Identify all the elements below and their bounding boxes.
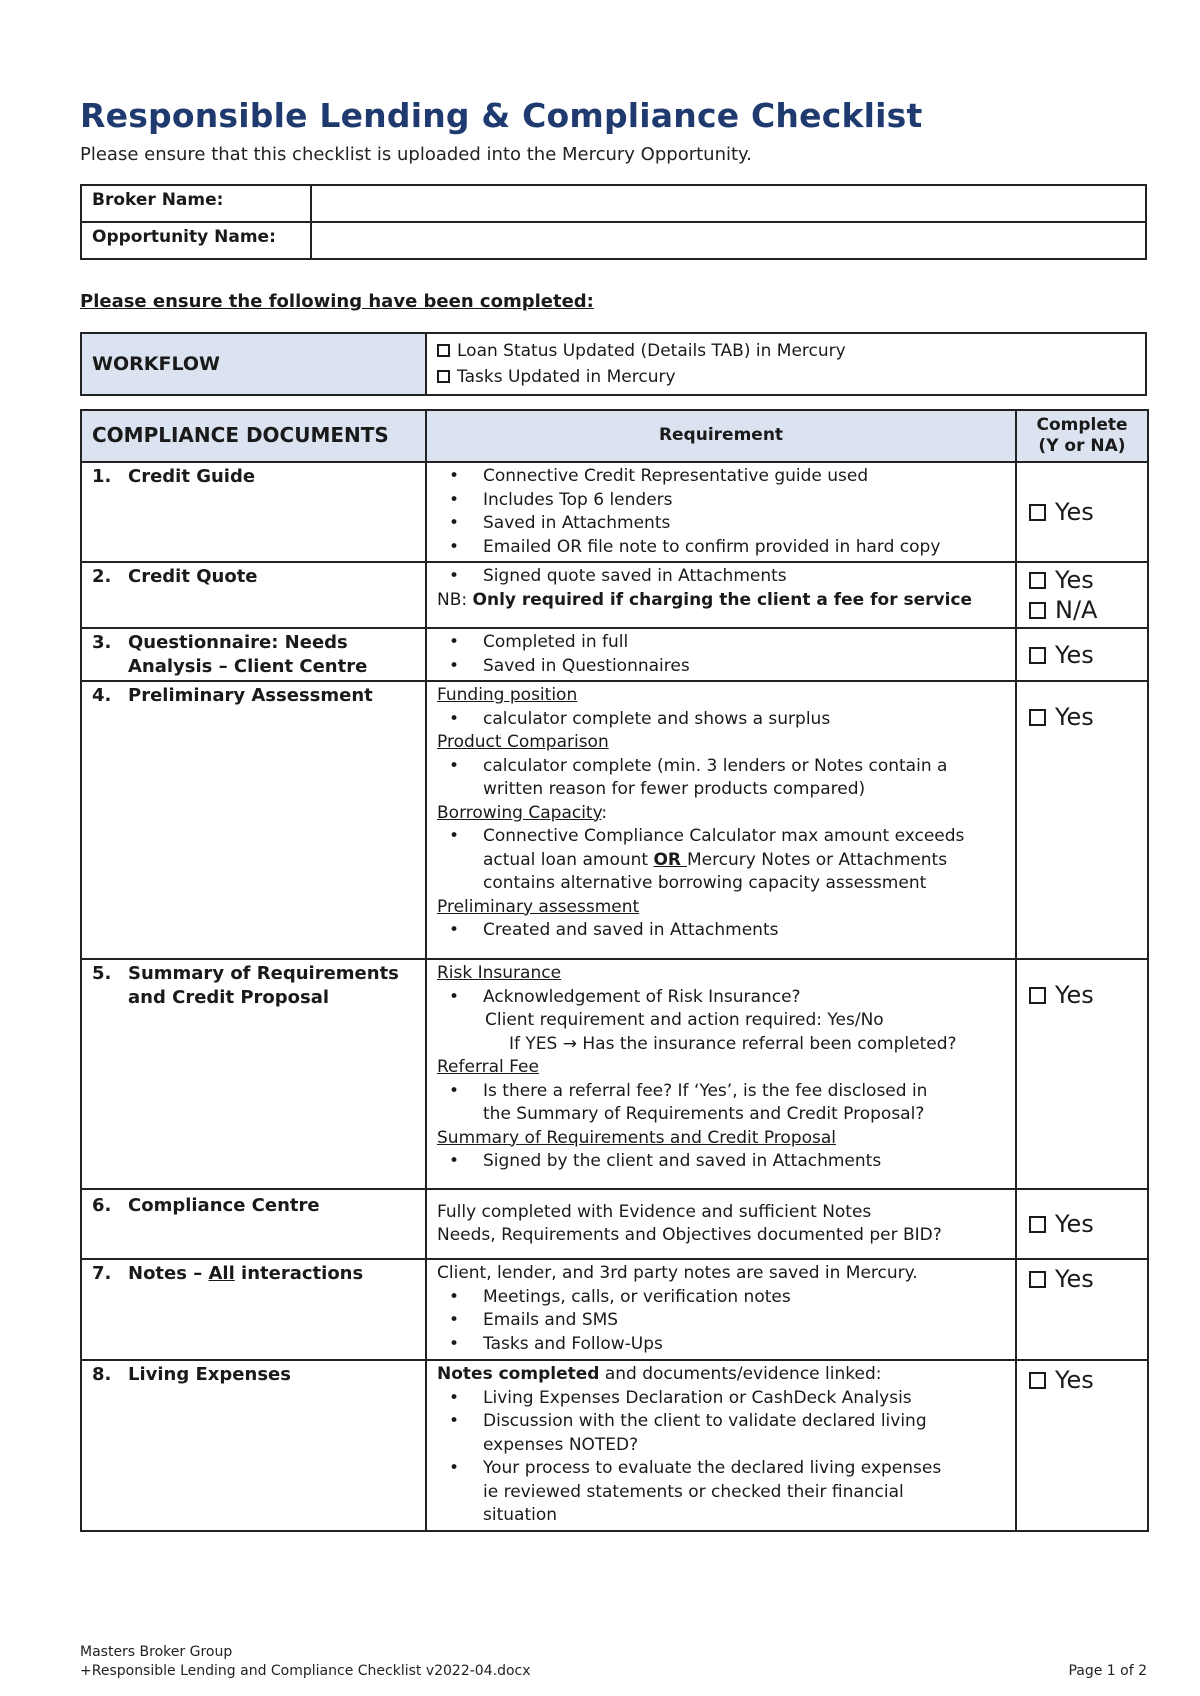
subheading: Referral Fee bbox=[437, 1057, 539, 1077]
list-item: • Saved in Questionnaires bbox=[437, 655, 1005, 679]
yes-checkbox[interactable]: Yes bbox=[1029, 700, 1135, 734]
footer-filename: +Responsible Lending and Compliance Checklist v2022-04.docx bbox=[80, 1663, 531, 1679]
requirement-cell bbox=[426, 681, 1016, 959]
list-item: • Tasks and Follow-Ups bbox=[437, 1333, 1005, 1357]
list-item: • Discussion with the client to validate declared living expenses NOTED? bbox=[437, 1410, 1005, 1457]
table-row bbox=[81, 1189, 1148, 1259]
yes-checkbox[interactable]: Yes bbox=[1029, 565, 1135, 595]
doc-title: 7. Notes – All interactions bbox=[92, 1263, 364, 1284]
opportunity-name-label: Opportunity Name: bbox=[81, 222, 311, 259]
workflow-option[interactable]: Loan Status Updated (Details TAB) in Mercury bbox=[437, 338, 1135, 364]
table-row bbox=[81, 1360, 1148, 1531]
requirement-cell: Notes completed and documents/evidence linked: • Living Expenses Declaration or CashDeck Analysis • Discussion with the client to validate declared living expenses NOTED? • Your process to evaluate the declared living expenses ie reviewed statements or checked their financial situation bbox=[426, 1360, 1016, 1531]
list-item: • Includes Top 6 lenders bbox=[437, 489, 1005, 513]
list-item: • Acknowledgement of Risk Insurance? bbox=[437, 986, 1005, 1010]
checkbox-icon[interactable] bbox=[1029, 647, 1046, 664]
workflow-label: WORKFLOW bbox=[81, 333, 426, 395]
doc-title: 2. Credit Quote bbox=[92, 566, 258, 587]
page-title: Responsible Lending & Compliance Checklist bbox=[80, 96, 923, 135]
doc-title: 1. Credit Guide bbox=[92, 466, 256, 487]
requirement-cell bbox=[426, 562, 1016, 628]
subheading: Borrowing Capacity: bbox=[437, 802, 608, 823]
sub-text: If YES → Has the insurance referral been completed? bbox=[509, 1033, 957, 1054]
list-item: • Completed in full bbox=[437, 631, 1005, 655]
list-item: • Living Expenses Declaration or CashDeck Analysis bbox=[437, 1387, 1005, 1411]
requirement-cell: Client, lender, and 3rd party notes are saved in Mercury. • Meetings, calls, or verification notes • Emails and SMS • Tasks and Follow-Ups bbox=[426, 1259, 1016, 1360]
header-complete: Complete (Y or NA) bbox=[1016, 410, 1148, 462]
sub-text: Client requirement and action required: Yes/No bbox=[485, 1010, 884, 1030]
footer-page-number: Page 1 of 2 bbox=[1068, 1663, 1147, 1679]
list-item: • calculator complete (min. 3 lenders or Notes contain a written reason for fewer products compared) bbox=[437, 755, 1005, 802]
footer-company: Masters Broker Group bbox=[80, 1644, 233, 1660]
checkbox-icon[interactable] bbox=[1029, 1271, 1046, 1288]
na-checkbox[interactable]: N/A bbox=[1029, 595, 1135, 625]
workflow-options bbox=[426, 333, 1146, 395]
requirement-cell bbox=[426, 959, 1016, 1189]
checkbox-icon[interactable] bbox=[1029, 602, 1046, 619]
table-row bbox=[81, 562, 1148, 628]
subheading: Funding position bbox=[437, 685, 578, 705]
list-item: • Created and saved in Attachments bbox=[437, 919, 1005, 943]
table-row bbox=[81, 681, 1148, 959]
broker-info-table bbox=[80, 184, 1147, 260]
workflow-option[interactable]: Tasks Updated in Mercury bbox=[437, 364, 1135, 390]
table-row bbox=[81, 462, 1148, 562]
list-item: • Connective Credit Representative guide used bbox=[437, 465, 1005, 489]
list-item: • Signed quote saved in Attachments bbox=[437, 565, 1005, 589]
doc-title: 5. Summary of Requirements and Credit Proposal bbox=[92, 963, 399, 1008]
doc-title: 6. Compliance Centre bbox=[92, 1195, 320, 1216]
subheading: Product Comparison bbox=[437, 732, 609, 752]
requirement-cell: Fully completed with Evidence and sufficient Notes Needs, Requirements and Objectives documented per BID? bbox=[426, 1189, 1016, 1259]
broker-name-label: Broker Name: bbox=[81, 185, 311, 222]
list-item: • Signed by the client and saved in Attachments bbox=[437, 1150, 1005, 1174]
subheading: Preliminary assessment bbox=[437, 896, 640, 917]
doc-title: 4. Preliminary Assessment bbox=[92, 685, 373, 706]
requirement-cell bbox=[426, 628, 1016, 681]
broker-name-field[interactable] bbox=[311, 185, 1146, 222]
checkbox-icon[interactable] bbox=[1029, 504, 1046, 521]
header-documents: COMPLIANCE DOCUMENTS bbox=[81, 410, 426, 462]
checkbox-icon[interactable] bbox=[437, 370, 450, 383]
yes-checkbox[interactable]: Yes bbox=[1029, 495, 1135, 529]
yes-checkbox[interactable]: Yes bbox=[1029, 1262, 1135, 1296]
nb-note: NB: Only required if charging the client a fee for service bbox=[437, 589, 973, 610]
table-row bbox=[81, 959, 1148, 1189]
workflow-table bbox=[80, 332, 1147, 396]
list-item: • Is there a referral fee? If ‘Yes’, is the fee disclosed in the Summary of Requirements and Credit Proposal? bbox=[437, 1080, 1005, 1127]
subheading: Risk Insurance bbox=[437, 963, 562, 983]
checkbox-icon[interactable] bbox=[437, 344, 450, 357]
checkbox-icon[interactable] bbox=[1029, 572, 1046, 589]
section-heading: Please ensure the following have been completed: bbox=[80, 291, 594, 312]
list-item: • calculator complete and shows a surplus bbox=[437, 708, 1005, 732]
checkbox-icon[interactable] bbox=[1029, 1372, 1046, 1389]
table-row bbox=[81, 1259, 1148, 1360]
yes-checkbox[interactable]: Yes bbox=[1029, 1363, 1135, 1397]
yes-checkbox[interactable]: Yes bbox=[1029, 978, 1135, 1012]
list-item: • Emailed OR file note to confirm provided in hard copy bbox=[437, 536, 1005, 560]
checkbox-icon[interactable] bbox=[1029, 987, 1046, 1004]
table-row bbox=[81, 628, 1148, 681]
checkbox-icon[interactable] bbox=[1029, 709, 1046, 726]
list-item: • Emails and SMS bbox=[437, 1309, 1005, 1333]
page-subtitle: Please ensure that this checklist is uploaded into the Mercury Opportunity. bbox=[80, 144, 752, 165]
doc-title: 8. Living Expenses bbox=[92, 1364, 291, 1385]
list-item: • Your process to evaluate the declared living expenses ie reviewed statements or checked their financial situation bbox=[437, 1457, 1005, 1528]
compliance-table bbox=[80, 409, 1149, 1532]
header-requirement: Requirement bbox=[426, 410, 1016, 462]
list-item: • Connective Compliance Calculator max amount exceeds actual loan amount OR Mercury Notes or Attachments contains alternative borrowing capacity assessment bbox=[437, 825, 1005, 896]
doc-title: 3. Questionnaire: Needs Analysis – Client Centre bbox=[92, 632, 368, 677]
requirement-cell bbox=[426, 462, 1016, 562]
subheading: Summary of Requirements and Credit Proposal bbox=[437, 1127, 837, 1148]
list-item: • Meetings, calls, or verification notes bbox=[437, 1286, 1005, 1310]
yes-checkbox[interactable]: Yes bbox=[1029, 638, 1135, 672]
checkbox-icon[interactable] bbox=[1029, 1216, 1046, 1233]
list-item: • Saved in Attachments bbox=[437, 512, 1005, 536]
opportunity-name-field[interactable] bbox=[311, 222, 1146, 259]
yes-checkbox[interactable]: Yes bbox=[1029, 1207, 1135, 1241]
